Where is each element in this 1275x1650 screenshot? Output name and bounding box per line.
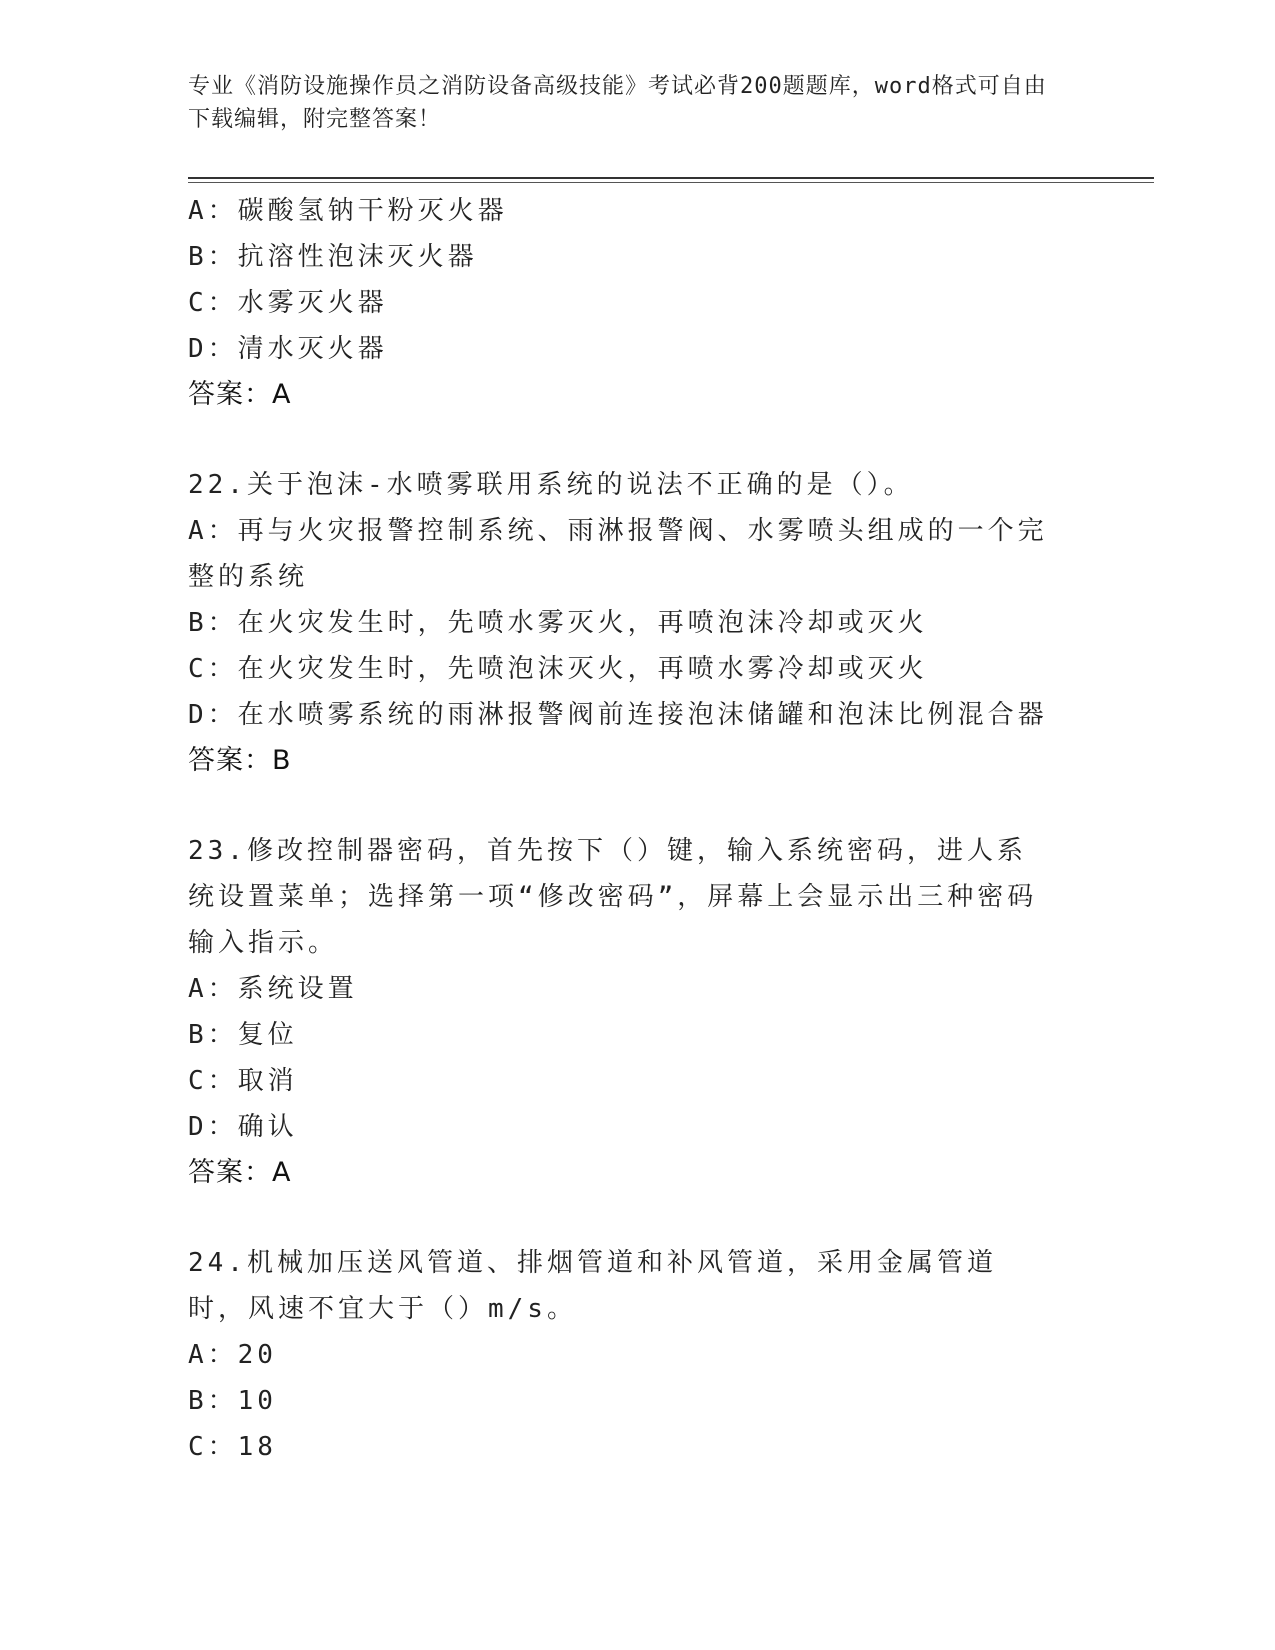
header-divider-thin <box>188 182 1154 183</box>
question-23 <box>188 828 1088 1196</box>
option-d: D：确认 <box>188 1112 298 1142</box>
option-c: C：水雾灭火器 <box>188 288 388 318</box>
question-21 <box>188 188 1088 418</box>
option-b: B：抗溶性泡沫灭火器 <box>188 242 478 272</box>
option-d: D：清水灭火器 <box>188 334 388 364</box>
option-a: A：再与火灾报警控制系统、雨淋报警阀、水雾喷头组成的一个完整的系统 <box>188 516 1048 592</box>
answer: 答案：A <box>188 1157 292 1188</box>
option-a: A：20 <box>188 1340 277 1370</box>
question-22 <box>188 462 1088 784</box>
spacer <box>188 1196 1088 1240</box>
option-d: D：在水喷雾系统的雨淋报警阀前连接泡沫储罐和泡沫比例混合器 <box>188 700 1048 730</box>
answer: 答案：A <box>188 379 292 410</box>
header-divider <box>188 177 1154 179</box>
spacer <box>188 418 1088 462</box>
option-a: A：碳酸氢钠干粉灭火器 <box>188 196 508 226</box>
option-b: B：10 <box>188 1386 277 1416</box>
option-b: B：复位 <box>188 1020 298 1050</box>
page-header: 专业《消防设施操作员之消防设备高级技能》考试必背200题题库，word格式可自由下载编辑，附完整答案！ <box>188 74 1047 132</box>
option-c: C：在火灾发生时，先喷泡沫灭火，再喷水雾冷却或灭火 <box>188 654 928 684</box>
spacer <box>188 784 1088 828</box>
question-stem: 24.机械加压送风管道、排烟管道和补风管道，采用金属管道时，风速不宜大于（）m/s。 <box>188 1248 997 1324</box>
question-stem: 22.关于泡沫-水喷雾联用系统的说法不正确的是（）。 <box>188 470 914 500</box>
option-b: B：在火灾发生时，先喷水雾灭火，再喷泡沫冷却或灭火 <box>188 608 928 638</box>
question-stem: 23.修改控制器密码，首先按下（）键，输入系统密码，进人系统设置菜单；选择第一项“修改密码”，屏幕上会显示出三种密码输入指示。 <box>188 836 1038 958</box>
question-24 <box>188 1240 1088 1470</box>
option-c: C：18 <box>188 1432 277 1462</box>
question-list <box>188 188 1088 1470</box>
answer: 答案：B <box>188 745 292 776</box>
option-c: C：取消 <box>188 1066 298 1096</box>
option-a: A：系统设置 <box>188 974 358 1004</box>
